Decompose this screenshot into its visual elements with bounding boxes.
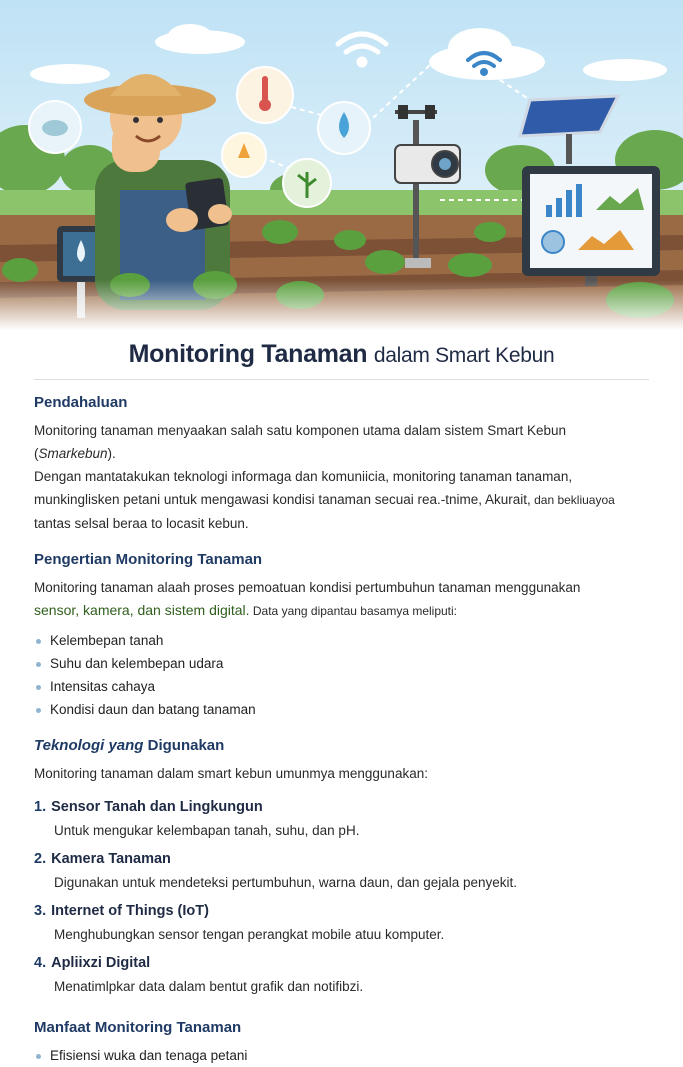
smart-farm-illustration (0, 0, 683, 330)
plant-leaf-icon (283, 159, 331, 207)
section-heading: Teknologi yang Digunakan (34, 737, 225, 754)
list-item: Efisiensi wuka dan tenaga petani (34, 1044, 649, 1067)
definition-paragraph: Monitoring tanaman alaah proses pemoatuan kondisi pertumbuhun tanaman menggunakan sensor, kamera, dan sistem digital. Data yang dipantau basamya meliputi: (34, 580, 581, 618)
page-title-main: Monitoring Tanaman (128, 340, 368, 368)
page-title-rest: dalam Smart Kebun (373, 344, 555, 367)
benefits-bullet-list (34, 1044, 649, 1067)
numbered-item: 2. Kamera Tanaman Digunakan untuk mendeteksi pertumbuhun, warna daun, dan gejala penyekit. (34, 851, 518, 890)
hero-illustration (0, 0, 683, 330)
numbered-item: 1. Sensor Tanah dan Lingkungun Untuk mengukar kelembapan tanah, suhu, dan pH. (34, 799, 360, 838)
sun-light-icon (222, 133, 266, 177)
technology-intro: Monitoring tanaman dalam smart kebun umunmya menggunakan: (34, 766, 428, 781)
intro-paragraph: Monitoring tanaman menyaakan salah satu komponen utama dalam sistem Smart Kebun (Smarkebun). Dengan mantatakukan teknologi informaga dan komuniicia, monitoring tanaman tanaman, munkinglisken petani untuk mengawasi kondisi tanaman secuai rea.-tnime, Akurait, dan bekliuayoa tantas selsal beraa to locasit kebun. (34, 423, 615, 531)
title-divider (34, 379, 649, 380)
section-heading: Pendahaluan (34, 394, 128, 411)
list-item: Suhu dan kelembepan udara (34, 652, 649, 675)
dashboard-monitor (522, 166, 660, 286)
water-drop-icon (318, 102, 370, 154)
list-item: Kondisi daun dan batang tanaman (34, 698, 649, 721)
section-technology (34, 737, 649, 997)
section-benefits (34, 1019, 649, 1067)
list-item: Intensitas cahaya (34, 675, 649, 698)
definition-bullet-list (34, 629, 649, 721)
list-item: Kelembepan tanah (34, 629, 649, 652)
numbered-item: 3. Internet of Things (IoT) Menghubungkan sensor tengan perangkat mobile atuu komputer. (34, 903, 445, 942)
section-intro (34, 394, 649, 535)
section-heading: Manfaat Monitoring Tanaman (34, 1019, 242, 1036)
page-title (34, 340, 649, 369)
soil-sensor-circle-icon (29, 101, 81, 153)
section-heading: Pengertian Monitoring Tanaman (34, 551, 263, 568)
thermometer-icon (237, 67, 293, 123)
section-definition (34, 551, 649, 721)
numbered-item: 4. Apliixzi Digital Menatimlpkar data dalam bentut grafik dan notifibzi. (34, 955, 364, 994)
